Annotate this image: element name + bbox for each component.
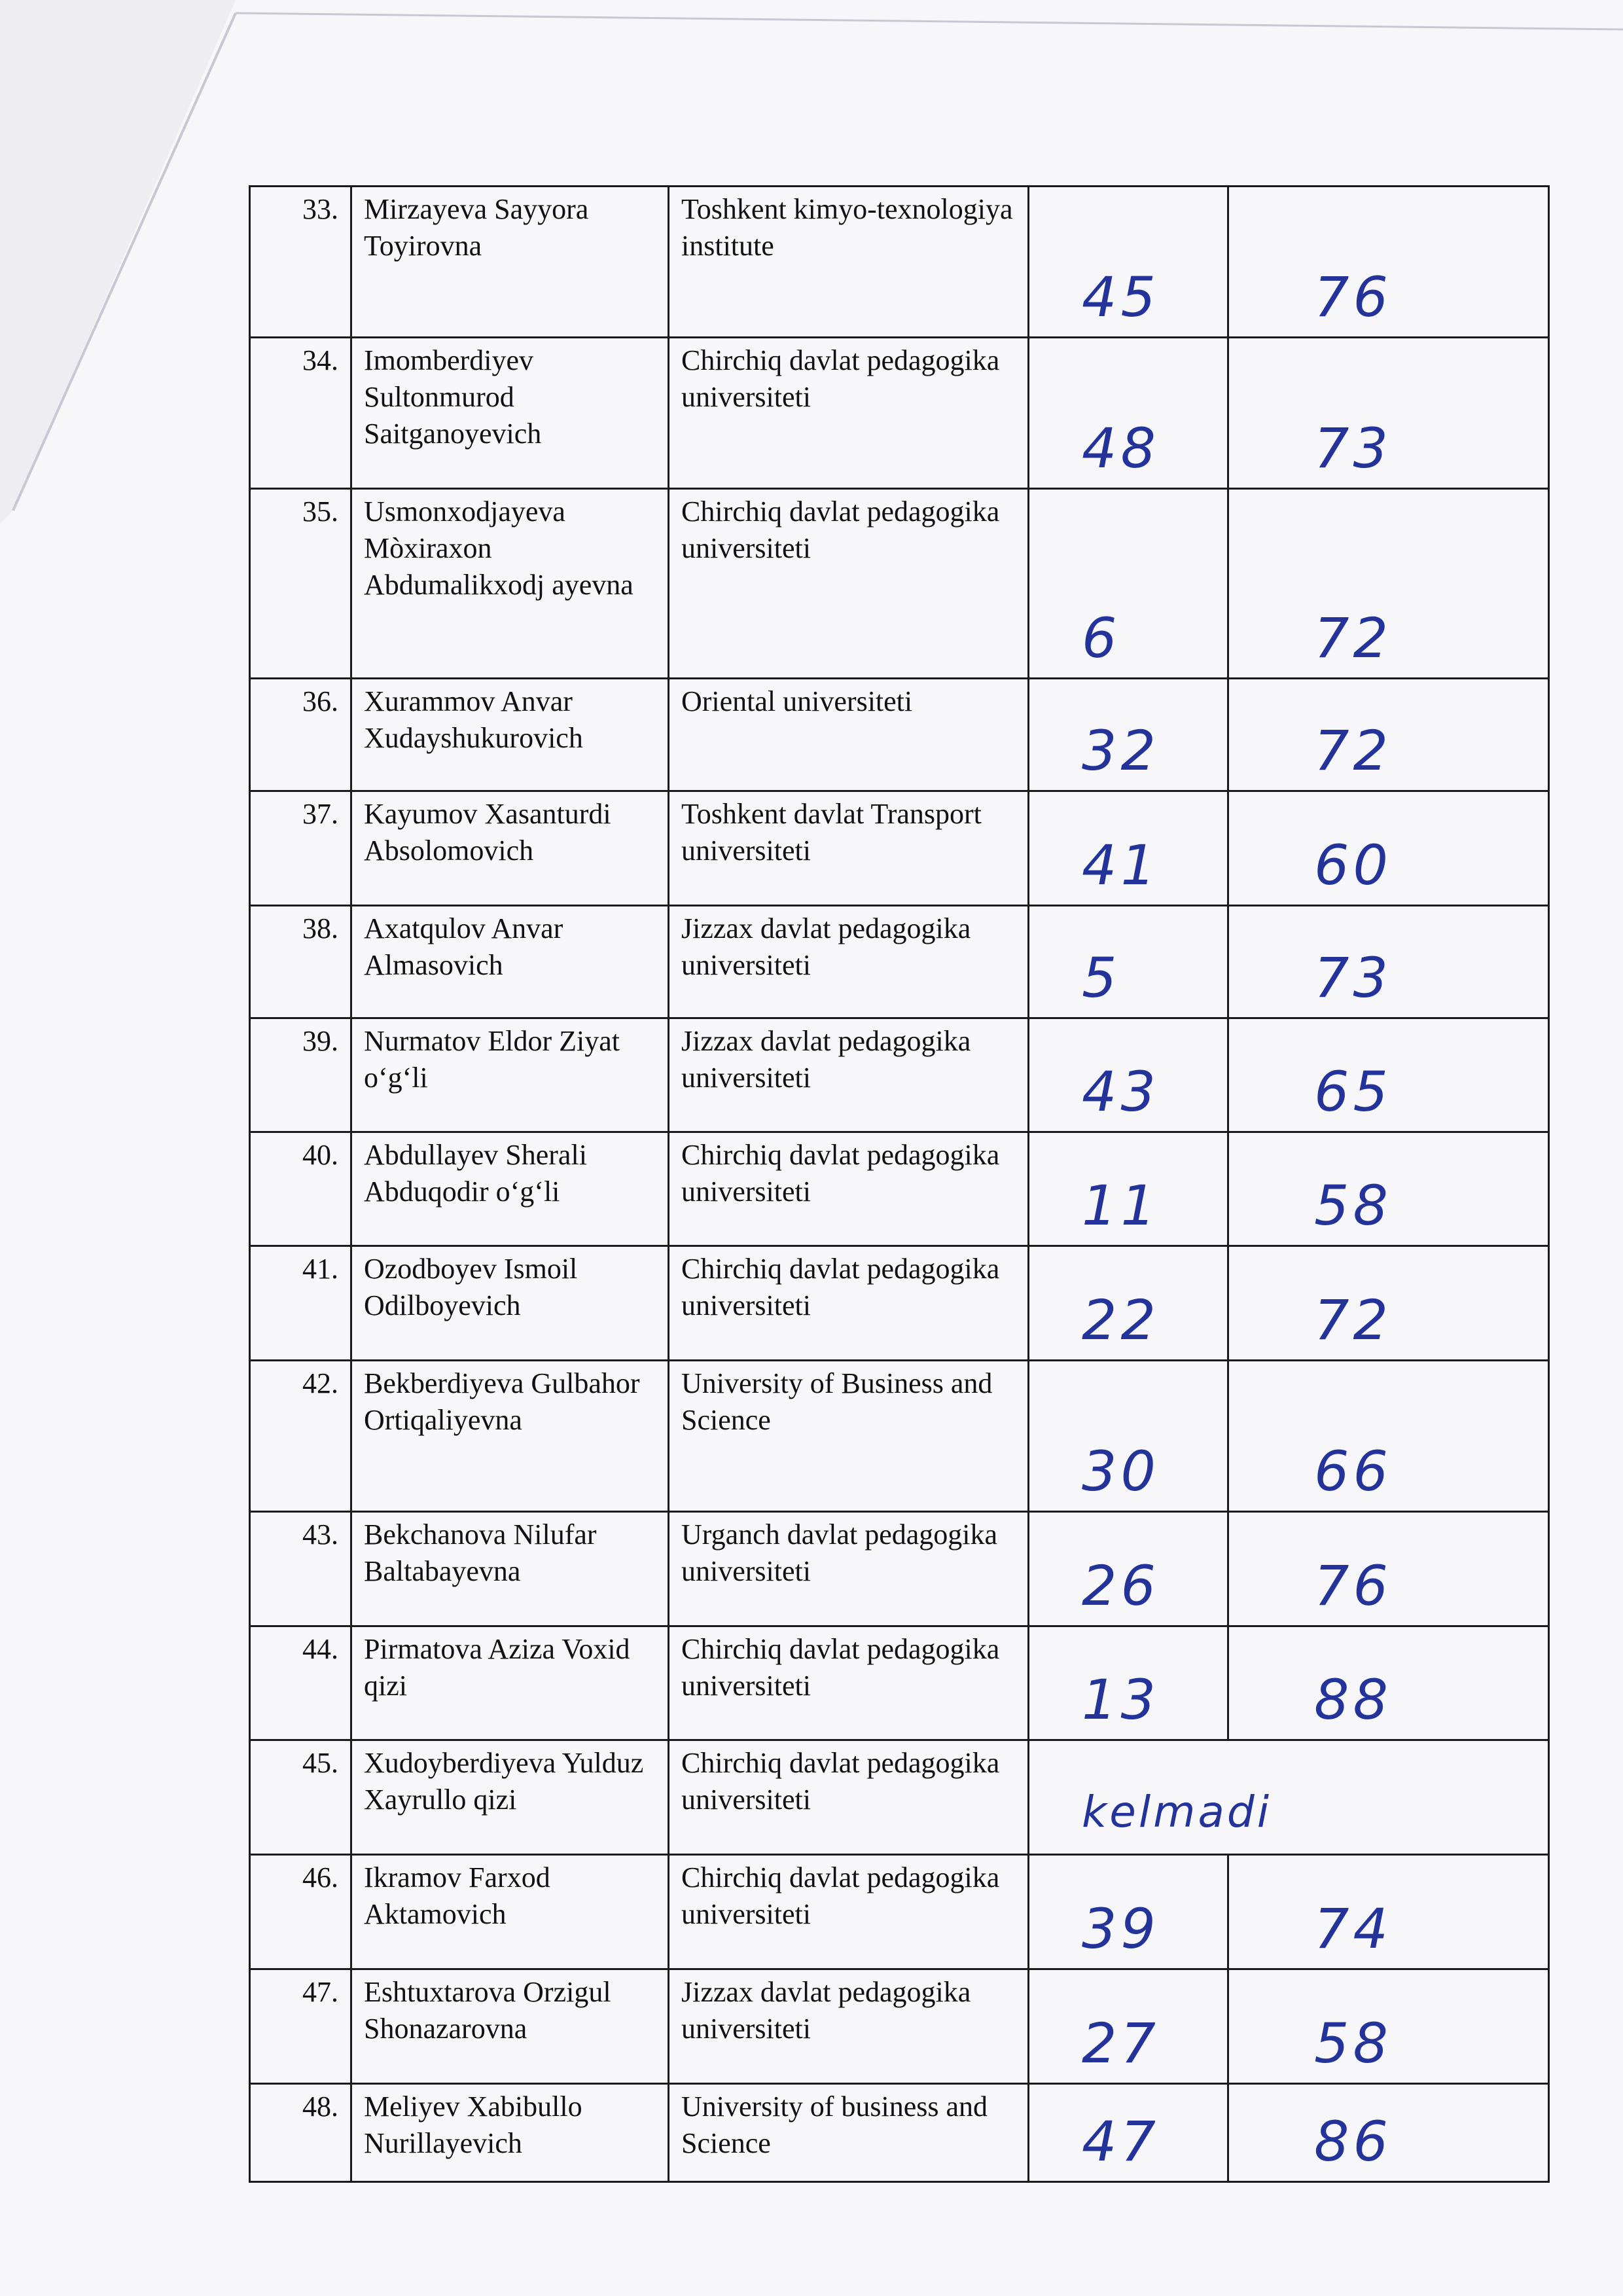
- handwritten-score: 76: [1314, 1554, 1392, 1618]
- table-row: [250, 1018, 1549, 1132]
- handwritten-score: 76: [1314, 265, 1392, 329]
- second-score-cell: [1228, 1132, 1549, 1246]
- table-row: [250, 338, 1549, 489]
- handwritten-score: 58: [1314, 1174, 1392, 1238]
- handwritten-score: 86: [1314, 2109, 1392, 2174]
- institution-cell: Toshkent kimyo-texnologiya institute: [669, 187, 1029, 338]
- table-row: [250, 1512, 1549, 1626]
- student-name-cell: Nurmatov Eldor Ziyat o‘g‘li: [351, 1018, 669, 1132]
- institution-cell: Chirchiq davlat pedagogika universiteti: [669, 1740, 1029, 1855]
- handwritten-score: 6: [1082, 606, 1121, 670]
- first-score-cell: [1029, 1246, 1228, 1361]
- handwritten-score: 13: [1082, 1668, 1160, 1732]
- handwritten-score: 73: [1314, 946, 1392, 1010]
- handwritten-score: 43: [1082, 1060, 1160, 1124]
- absence-note-cell: [1029, 1740, 1549, 1855]
- handwritten-score: 58: [1314, 2011, 1392, 2075]
- first-score-cell: [1029, 679, 1228, 791]
- table-row: [250, 1246, 1549, 1361]
- second-score-cell: [1228, 1512, 1549, 1626]
- handwritten-score: 72: [1314, 1288, 1392, 1352]
- second-score-cell: [1228, 1855, 1549, 1969]
- row-number-cell: 41.: [250, 1246, 351, 1361]
- first-score-cell: [1029, 791, 1228, 906]
- institution-cell: Jizzax davlat pedagogika universiteti: [669, 1018, 1029, 1132]
- row-number-cell: 34.: [250, 338, 351, 489]
- row-number-cell: 37.: [250, 791, 351, 906]
- handwritten-score: 48: [1082, 416, 1160, 480]
- institution-cell: Urganch davlat pedagogika universiteti: [669, 1512, 1029, 1626]
- row-number-cell: 40.: [250, 1132, 351, 1246]
- first-score-cell: [1029, 906, 1228, 1018]
- handwritten-score: 27: [1082, 2011, 1160, 2075]
- second-score-cell: [1228, 679, 1549, 791]
- handwritten-score: 41: [1082, 833, 1160, 897]
- first-score-cell: [1029, 489, 1228, 679]
- handwritten-score: 45: [1082, 265, 1160, 329]
- table-row: [250, 1855, 1549, 1969]
- student-name-cell: Kayumov Xasanturdi Absolomovich: [351, 791, 669, 906]
- student-name-cell: Pirmatova Aziza Voxid qizi: [351, 1626, 669, 1740]
- second-score-cell: [1228, 1361, 1549, 1512]
- second-score-cell: [1228, 338, 1549, 489]
- student-name-cell: Abdullayev Sherali Abduqodir o‘g‘li: [351, 1132, 669, 1246]
- handwritten-score: 65: [1314, 1060, 1392, 1124]
- student-name-cell: Ozodboyev Ismoil Odilboyevich: [351, 1246, 669, 1361]
- row-number-cell: 48.: [250, 2084, 351, 2182]
- second-score-cell: [1228, 1626, 1549, 1740]
- institution-cell: Toshkent davlat Transport universiteti: [669, 791, 1029, 906]
- student-name-cell: Eshtuxtarova Orzigul Shonazarovna: [351, 1969, 669, 2084]
- first-score-cell: [1029, 1969, 1228, 2084]
- institution-cell: Chirchiq davlat pedagogika universiteti: [669, 1626, 1029, 1740]
- handwritten-score: 39: [1082, 1897, 1160, 1961]
- second-score-cell: [1228, 1246, 1549, 1361]
- row-number-cell: 46.: [250, 1855, 351, 1969]
- second-score-cell: [1228, 2084, 1549, 2182]
- table-row: [250, 1626, 1549, 1740]
- institution-cell: Chirchiq davlat pedagogika universiteti: [669, 1132, 1029, 1246]
- table-row: [250, 679, 1549, 791]
- row-number-cell: 36.: [250, 679, 351, 791]
- institution-cell: Chirchiq davlat pedagogika universiteti: [669, 1246, 1029, 1361]
- student-name-cell: Meliyev Xabibullo Nurillayevich: [351, 2084, 669, 2182]
- row-number-cell: 44.: [250, 1626, 351, 1740]
- table-row: [250, 187, 1549, 338]
- handwritten-score: 5: [1082, 946, 1121, 1010]
- first-score-cell: [1029, 187, 1228, 338]
- handwritten-note: kelmadi: [1082, 1787, 1272, 1837]
- handwritten-score: 73: [1314, 416, 1392, 480]
- student-name-cell: Usmonxodjayeva Mòxiraxon Abdumalikxodj ayevna: [351, 489, 669, 679]
- first-score-cell: [1029, 338, 1228, 489]
- second-score-cell: [1228, 489, 1549, 679]
- student-name-cell: Xurammov Anvar Xudayshukurovich: [351, 679, 669, 791]
- handwritten-score: 72: [1314, 606, 1392, 670]
- student-name-cell: Bekberdiyeva Gulbahor Ortiqaliyevna: [351, 1361, 669, 1512]
- first-score-cell: [1029, 1512, 1228, 1626]
- second-score-cell: [1228, 906, 1549, 1018]
- institution-cell: Jizzax davlat pedagogika universiteti: [669, 906, 1029, 1018]
- table-row: [250, 1969, 1549, 2084]
- row-number-cell: 42.: [250, 1361, 351, 1512]
- row-number-cell: 35.: [250, 489, 351, 679]
- second-score-cell: [1228, 187, 1549, 338]
- handwritten-score: 22: [1082, 1288, 1160, 1352]
- table-row: [250, 1132, 1549, 1246]
- row-number-cell: 45.: [250, 1740, 351, 1855]
- student-name-cell: Mirzayeva Sayyora Toyirovna: [351, 187, 669, 338]
- handwritten-score: 88: [1314, 1668, 1392, 1732]
- table-row: [250, 791, 1549, 906]
- student-name-cell: Ikramov Farxod Aktamovich: [351, 1855, 669, 1969]
- student-name-cell: Axatqulov Anvar Almasovich: [351, 906, 669, 1018]
- handwritten-score: 26: [1082, 1554, 1160, 1618]
- table-row: [250, 906, 1549, 1018]
- first-score-cell: [1029, 1626, 1228, 1740]
- first-score-cell: [1029, 1361, 1228, 1512]
- results-body: [250, 187, 1549, 2182]
- first-score-cell: [1029, 2084, 1228, 2182]
- table-row: [250, 489, 1549, 679]
- handwritten-score: 30: [1082, 1439, 1160, 1503]
- institution-cell: University of Business and Science: [669, 1361, 1029, 1512]
- first-score-cell: [1029, 1855, 1228, 1969]
- second-score-cell: [1228, 791, 1549, 906]
- row-number-cell: 38.: [250, 906, 351, 1018]
- handwritten-score: 47: [1082, 2109, 1160, 2174]
- handwritten-score: 66: [1314, 1439, 1392, 1503]
- student-name-cell: Xudoyberdiyeva Yulduz Xayrullo qizi: [351, 1740, 669, 1855]
- row-number-cell: 43.: [250, 1512, 351, 1626]
- handwritten-score: 60: [1314, 833, 1392, 897]
- first-score-cell: [1029, 1132, 1228, 1246]
- student-name-cell: Imomberdiyev Sultonmurod Saitganoyevich: [351, 338, 669, 489]
- table-row: [250, 2084, 1549, 2182]
- row-number-cell: 39.: [250, 1018, 351, 1132]
- handwritten-score: 74: [1314, 1897, 1392, 1961]
- table-row: [250, 1740, 1549, 1855]
- row-number-cell: 47.: [250, 1969, 351, 2084]
- institution-cell: Chirchiq davlat pedagogika universiteti: [669, 1855, 1029, 1969]
- institution-cell: Jizzax davlat pedagogika universiteti: [669, 1969, 1029, 2084]
- handwritten-score: 72: [1314, 719, 1392, 783]
- second-score-cell: [1228, 1018, 1549, 1132]
- institution-cell: Chirchiq davlat pedagogika universiteti: [669, 338, 1029, 489]
- second-score-cell: [1228, 1969, 1549, 2084]
- handwritten-score: 32: [1082, 719, 1160, 783]
- table-row: [250, 1361, 1549, 1512]
- institution-cell: Chirchiq davlat pedagogika universiteti: [669, 489, 1029, 679]
- first-score-cell: [1029, 1018, 1228, 1132]
- results-table: [249, 185, 1550, 2183]
- row-number-cell: 33.: [250, 187, 351, 338]
- student-name-cell: Bekchanova Nilufar Baltabayevna: [351, 1512, 669, 1626]
- institution-cell: University of business and Science: [669, 2084, 1029, 2182]
- handwritten-score: 11: [1082, 1174, 1160, 1238]
- institution-cell: Oriental universiteti: [669, 679, 1029, 791]
